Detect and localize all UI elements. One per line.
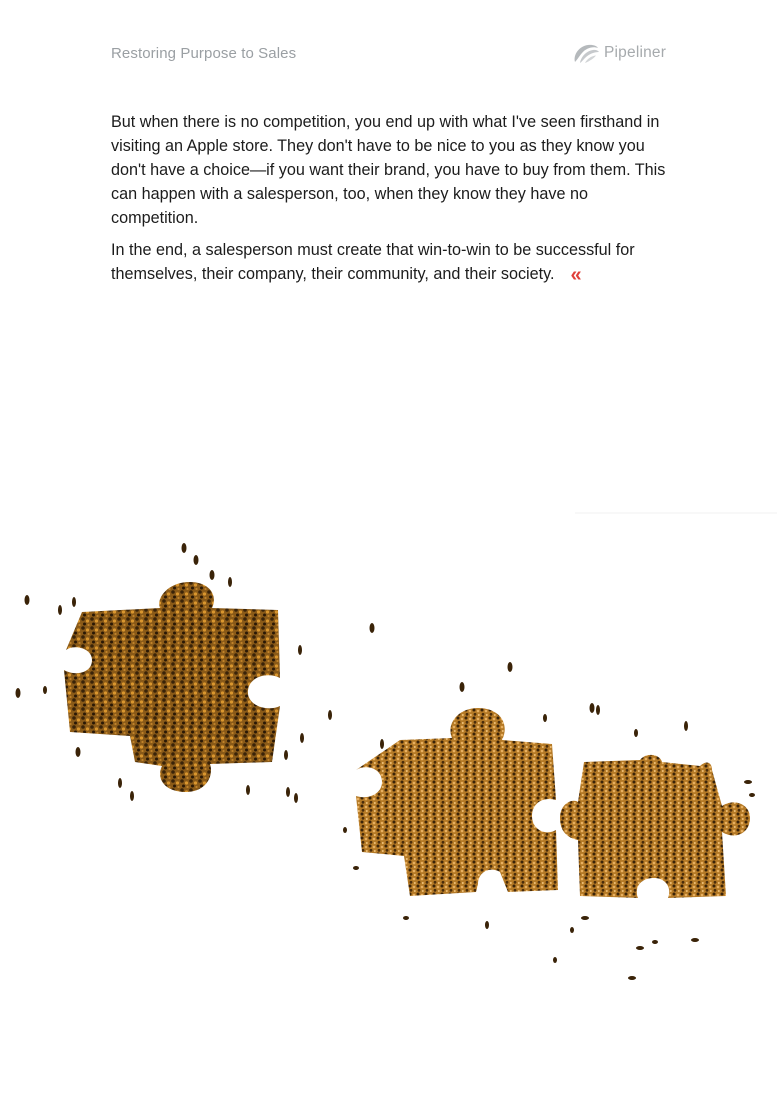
puzzle-piece-right — [560, 755, 750, 898]
running-header-title: Restoring Purpose to Sales — [111, 45, 297, 62]
paragraph-2-text: In the end, a salesperson must create that win-to-win to be successful for themselves, their company, their community, and their society. — [111, 241, 635, 283]
paragraph-2 — [111, 238, 666, 286]
pipeliner-logo — [571, 41, 666, 65]
paragraph-1 — [111, 110, 666, 230]
paragraph-1-text: But when there is no competition, you end up with what I've seen firsthand in visiting an Apple store. They don't have to be nice to you as they know you don't have a choice—if you want their brand, you have to buy from them. This can happen with a salesperson, too, when they know they have no competition. — [111, 113, 666, 227]
pipeliner-swoosh-logo-icon — [571, 41, 601, 65]
logo-wordmark: Pipeliner — [604, 44, 667, 61]
puzzle-piece-left — [64, 582, 280, 792]
puzzle-pieces-image — [0, 500, 777, 1020]
end-quote-chevrons-icon: « — [570, 264, 582, 286]
crowd-puzzle-illustration — [0, 500, 777, 1020]
article-body — [111, 110, 666, 294]
puzzle-piece-middle — [356, 708, 558, 896]
